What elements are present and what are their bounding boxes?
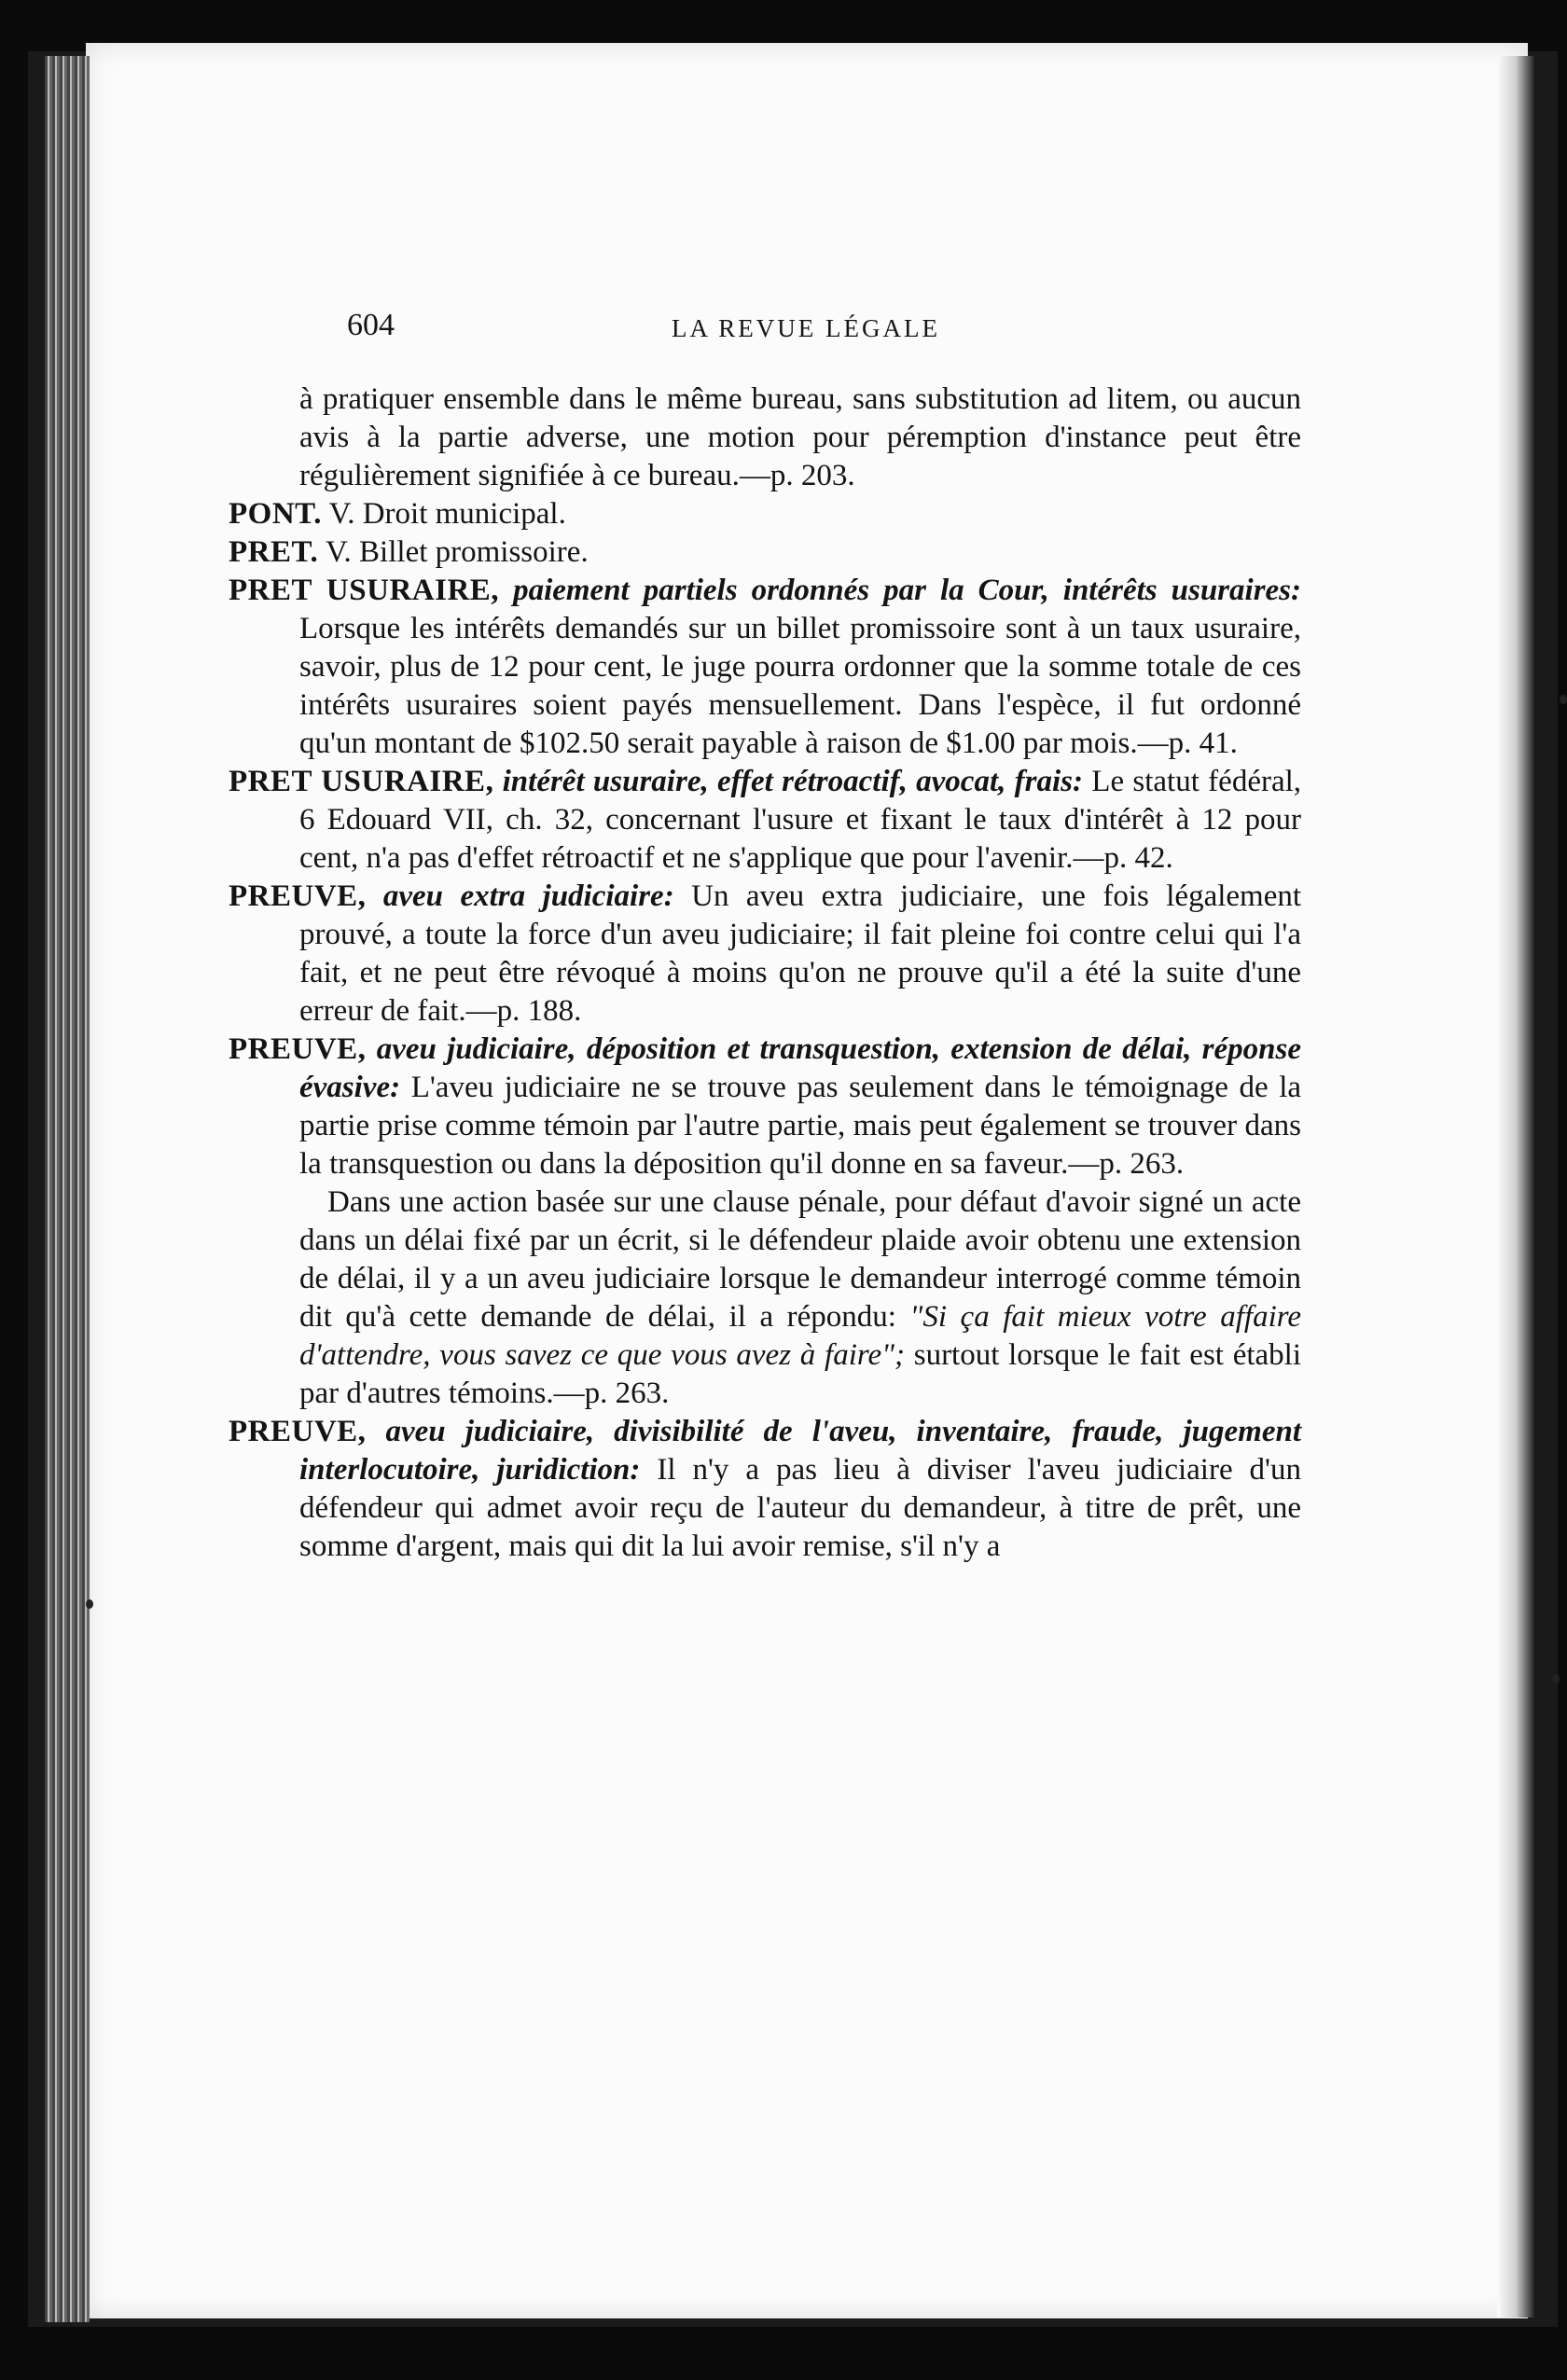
index-entry bbox=[229, 763, 1301, 878]
entry-body: V. Billet promissoire. bbox=[325, 535, 589, 569]
dust-speck bbox=[1560, 695, 1567, 704]
index-entry bbox=[229, 572, 1301, 763]
running-head bbox=[229, 306, 1301, 362]
entry-keywords: aveu judiciaire, déposition et transquestion, extension de délai, réponse évasive: bbox=[299, 1032, 1302, 1104]
entry-body: à pratiquer ensemble dans le même bureau, sans substitution ad litem, ou aucun avis à la partie adverse, une motion pour péremption d'instance peut être régulièrement signifiée à ce bureau.—p. 203. bbox=[299, 382, 1301, 492]
gutter-shadow bbox=[1497, 56, 1534, 2318]
entry-heading: PREUVE, bbox=[229, 1415, 367, 1448]
entry-paragraph bbox=[229, 1183, 1301, 1413]
entry-body: Lorsque les intérêts demandés sur un billet promissoire sont à un taux usuraire, savoir, plus de 12 pour cent, le juge pourra ordonner que la somme totale de ces intérêts usuraires soient payés mensuellement. Dans l'espèce, il fut ordonné qu'un montant de $102.50 serait payable à raison de $1.00 par mois.—p. 41. bbox=[299, 612, 1301, 760]
entry-body: V. Droit municipal. bbox=[328, 497, 566, 531]
index-entry bbox=[229, 533, 1301, 572]
index-entry bbox=[229, 495, 1301, 533]
entry-heading: PREUVE, bbox=[229, 879, 367, 913]
index-entry bbox=[229, 878, 1301, 1031]
page-text bbox=[229, 306, 1301, 1566]
entry-keywords: paiement partiels ordonnés par la Cour, intérêts usuraires: bbox=[513, 574, 1302, 607]
entry-keywords: aveu extra judiciaire: bbox=[382, 879, 674, 913]
entry-heading: PONT. bbox=[229, 497, 322, 531]
dust-speck bbox=[1552, 1674, 1560, 1683]
entry-heading: PREUVE, bbox=[229, 1032, 367, 1066]
entry-body: L'aveu judiciaire ne se trouve pas seulement dans le témoignage de la partie prise comme témoin par l'autre partie, mais peut également se trouver dans la transquestion ou dans la déposition qu'il donne en sa faveur.—p. 263. bbox=[299, 1071, 1302, 1181]
paragraph-text-end: surtout lorsque le fait est établi par d'autres témoins.—p. 263. bbox=[299, 1338, 1301, 1410]
dust-speck bbox=[86, 1599, 93, 1609]
entry-heading: PRET USURAIRE, bbox=[229, 574, 500, 607]
entry-continuation bbox=[229, 381, 1301, 495]
page-edges bbox=[45, 56, 90, 2322]
journal-title: LA REVUE LÉGALE bbox=[672, 314, 940, 342]
paragraph-text: Dans une action basée sur une clause pénale, pour défaut d'avoir signé un acte dans un délai fixé par un écrit, si le défendeur plaide avoir obtenu une extension de délai, il y a un aveu judiciaire lorsque le demandeur interrogé comme témoin dit qu'à cette demande de délai, il a répondu: bbox=[299, 1185, 1301, 1334]
page-number: 604 bbox=[347, 308, 395, 342]
paragraph-quote: "Si ça fait mieux votre affaire d'attendre, vous savez ce que vous avez à faire"; bbox=[299, 1300, 1301, 1372]
index-entry bbox=[229, 1413, 1301, 1566]
entry-keywords: aveu judiciaire, divisibilité de l'aveu, inventaire, fraude, jugement interlocutoire, juridiction: bbox=[299, 1415, 1301, 1487]
entry-heading: PRET. bbox=[229, 535, 319, 569]
entry-heading: PRET USURAIRE, bbox=[229, 765, 494, 798]
entry-body: Le statut fédéral, 6 Edouard VII, ch. 32, concernant l'usure et fixant le taux d'intérêt à 12 pour cent, n'a pas d'effet rétroactif et ne s'applique que pour l'avenir.—p. 42. bbox=[299, 765, 1302, 875]
entry-body: Un aveu extra judiciaire, une fois légalement prouvé, a toute la force d'un aveu judiciaire; il fait pleine foi contre celui qui l'a fait, et ne peut être révoqué à moins qu'on ne prouve qu'il a été la suite d'une erreur de fait.—p. 188. bbox=[299, 879, 1302, 1028]
entry-keywords: intérêt usuraire, effet rétroactif, avocat, frais: bbox=[502, 765, 1083, 798]
entry-body: Il n'y a pas lieu à diviser l'aveu judiciaire d'un défendeur qui admet avoir reçu de l'auteur du demandeur, à titre de prêt, une somme d'argent, mais qui dit la lui avoir remise, s'il n'y a bbox=[299, 1453, 1302, 1563]
index-entry bbox=[229, 1031, 1301, 1183]
